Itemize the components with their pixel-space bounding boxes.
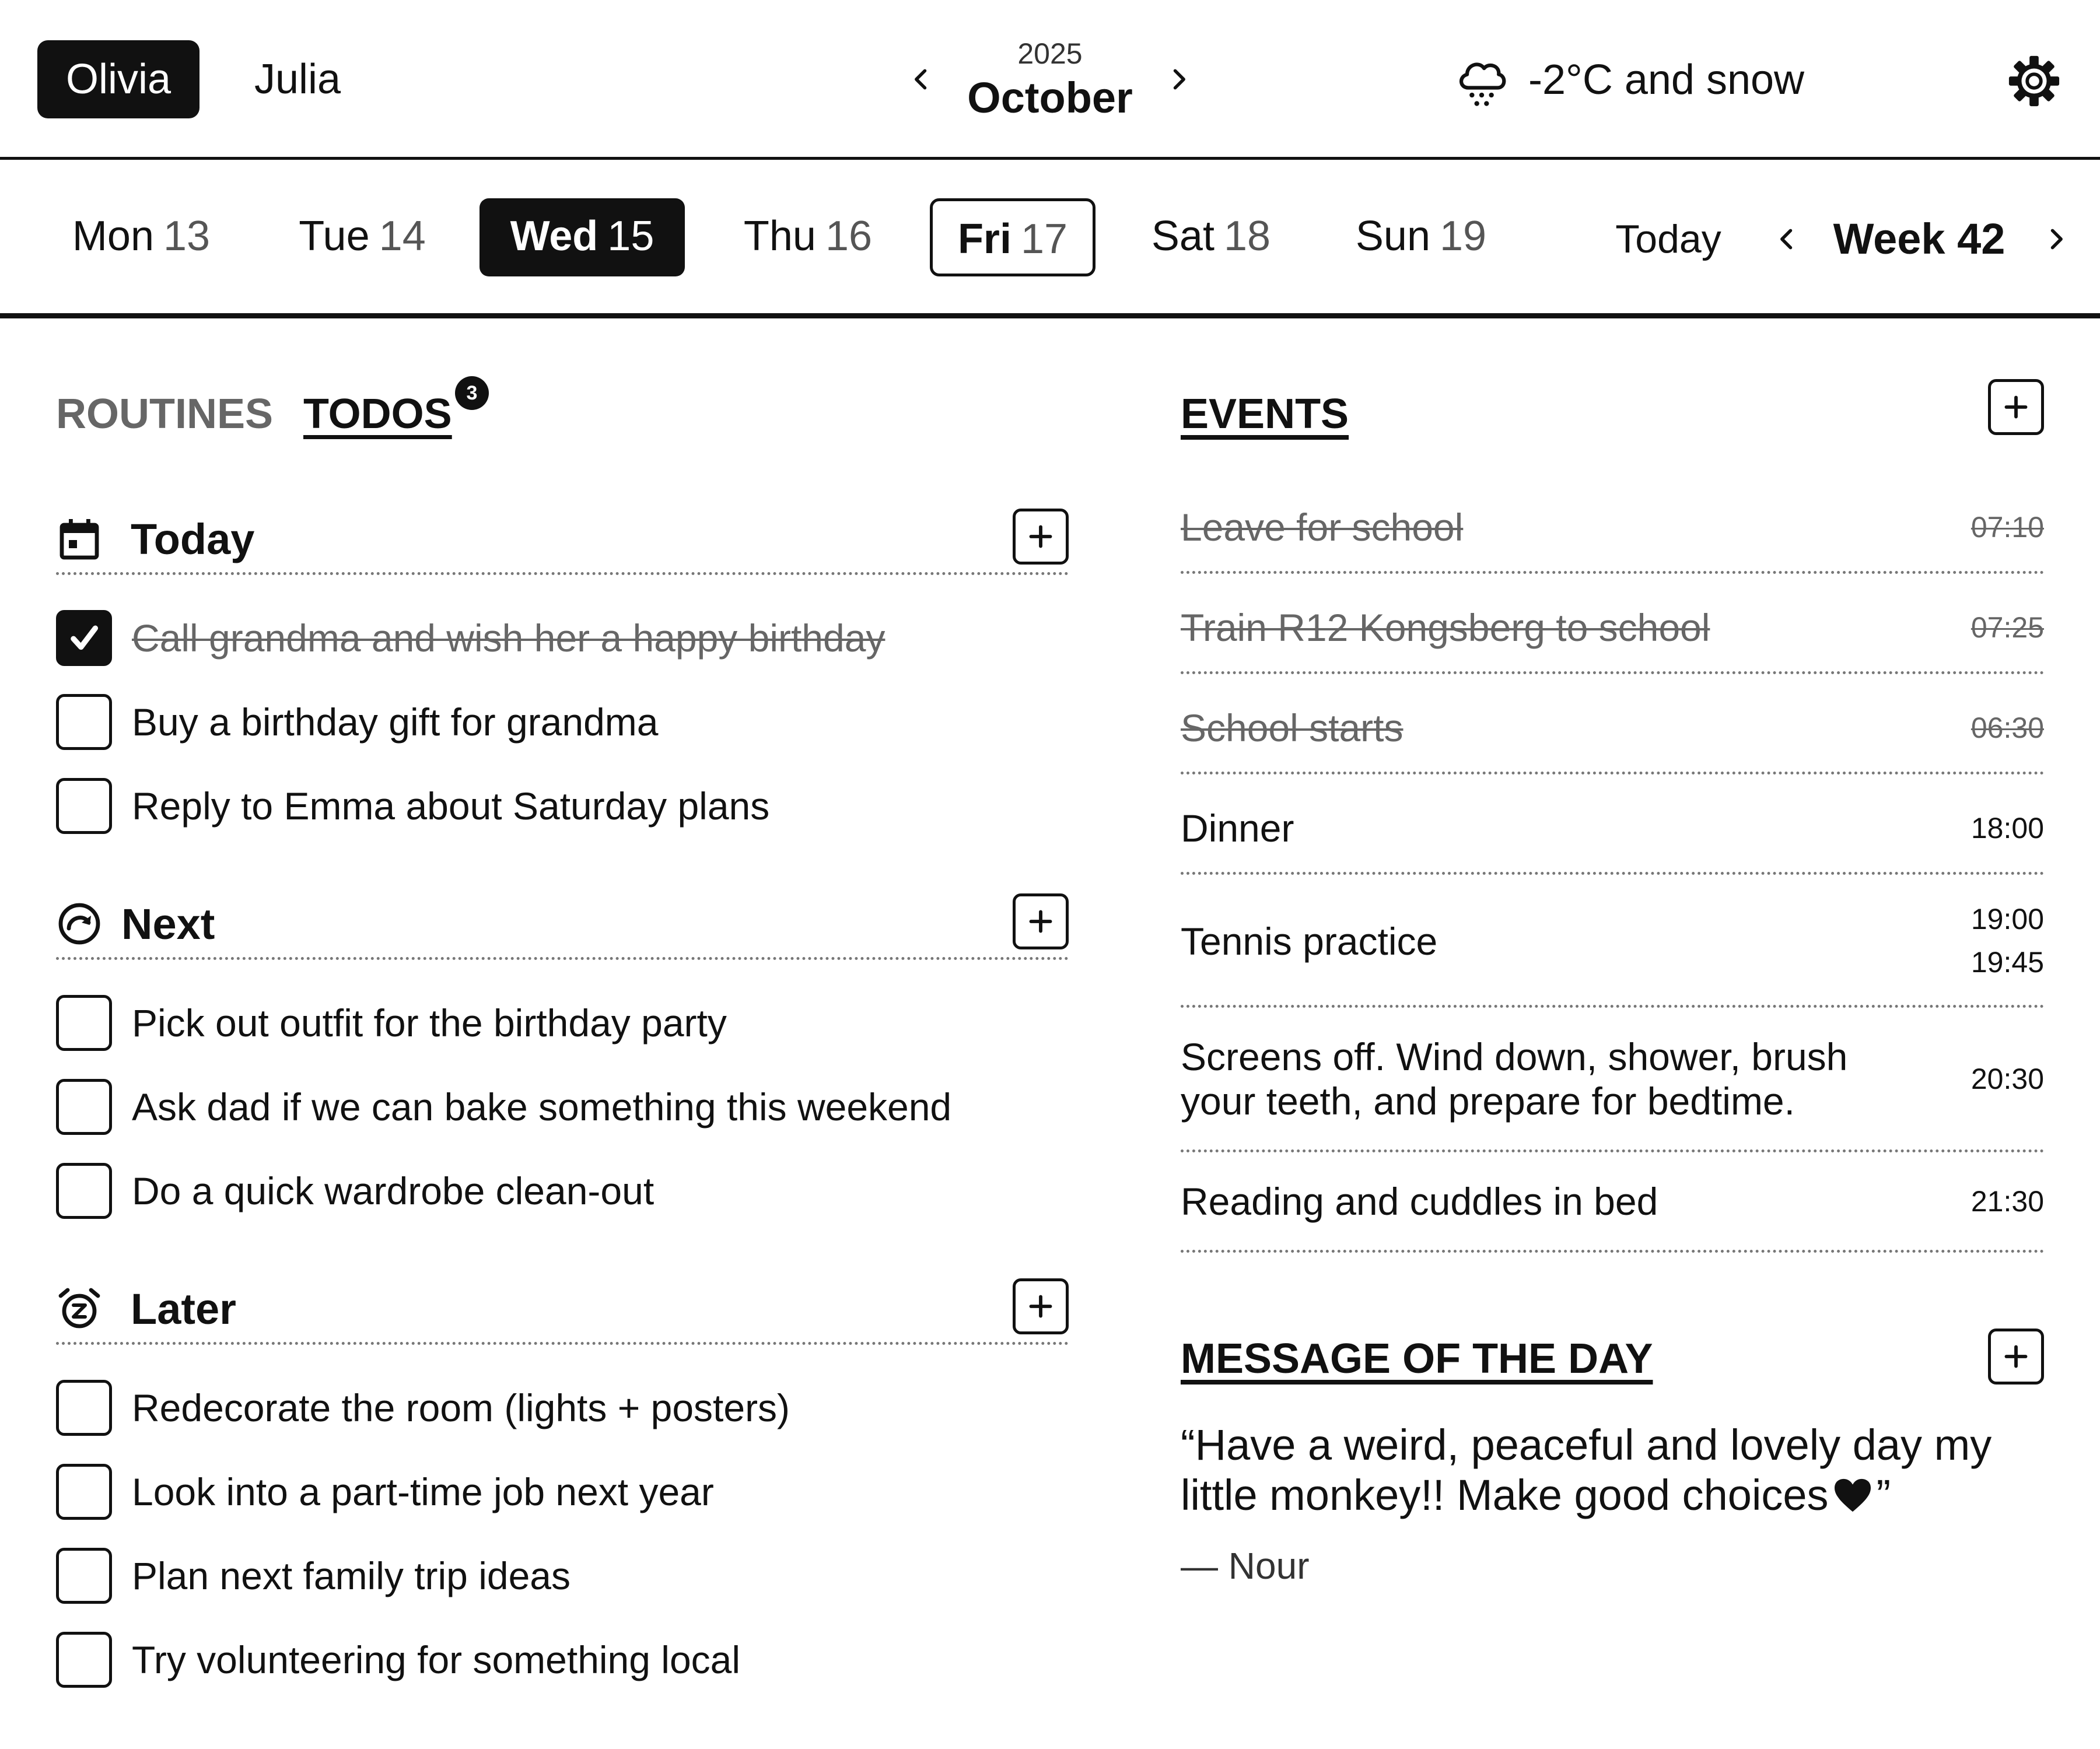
todo-label: Pick out outfit for the birthday party: [132, 1001, 727, 1045]
event-name: Train R12 Kongsberg to school: [1181, 606, 1710, 649]
day-name: Wed: [510, 213, 598, 260]
day-number: 16: [825, 213, 873, 260]
tab-todos[interactable]: TODOS: [303, 391, 452, 437]
todo-label: Reply to Emma about Saturday plans: [132, 784, 770, 828]
event-time: 18:00: [1971, 812, 2044, 844]
todo-label: Redecorate the room (lights + posters): [132, 1386, 790, 1429]
day-number: 19: [1440, 213, 1487, 260]
plus-icon: [2003, 1344, 2029, 1369]
snow-cloud-icon: [1452, 51, 1511, 110]
todo-checkbox[interactable]: [56, 778, 112, 834]
events-title: EVENTS: [1181, 391, 1349, 437]
section-title: Today: [131, 515, 255, 563]
year-label: 2025: [1017, 37, 1083, 70]
day-number: 15: [607, 213, 654, 260]
top-header: [0, 0, 2100, 160]
section-today-header: [56, 503, 1069, 575]
todo-item[interactable]: [56, 1548, 1069, 1606]
day-wed-selected[interactable]: [480, 198, 685, 276]
todo-checkbox[interactable]: [56, 1632, 112, 1688]
weather-text: -2°C and snow: [1528, 57, 1805, 103]
event-time: 06:30: [1971, 711, 2044, 744]
month-label: October: [967, 73, 1133, 122]
todo-item[interactable]: [56, 1163, 1069, 1221]
todo-label: Do a quick wardrobe clean-out: [132, 1169, 654, 1212]
day-thu[interactable]: [729, 198, 887, 276]
day-number: 17: [1020, 216, 1068, 262]
event-name: Dinner: [1181, 807, 1294, 850]
todo-checkbox[interactable]: [56, 694, 112, 750]
add-later-todo-button[interactable]: [1013, 1278, 1069, 1334]
section-title: Later: [131, 1285, 236, 1333]
todo-item[interactable]: [56, 1380, 1069, 1438]
event-row[interactable]: [1181, 1008, 2044, 1152]
todo-item[interactable]: [56, 694, 1069, 752]
section-next-header: [56, 888, 1069, 960]
gear-icon[interactable]: [2007, 54, 2062, 108]
day-name: Thu: [743, 213, 816, 260]
todo-item[interactable]: [56, 1464, 1069, 1522]
redo-circle-icon: [56, 900, 103, 947]
todo-label: Plan next family trip ideas: [132, 1554, 571, 1597]
day-fri-today[interactable]: [930, 198, 1096, 276]
message-of-the-day-title: MESSAGE OF THE DAY: [1181, 1336, 1653, 1382]
day-sat[interactable]: [1135, 198, 1287, 276]
event-time: 21:30: [1971, 1185, 2044, 1218]
event-start-time: 19:00: [1971, 903, 2044, 935]
event-row[interactable]: [1181, 574, 2044, 674]
month-year-label: [957, 36, 1143, 125]
todo-checkbox[interactable]: [56, 1548, 112, 1604]
event-name: School starts: [1181, 706, 1404, 749]
day-number: 13: [163, 213, 211, 260]
day-name: Fri: [957, 216, 1012, 262]
day-name: Sun: [1355, 213, 1430, 260]
event-row[interactable]: [1181, 1152, 2044, 1253]
todo-checkbox[interactable]: [56, 1079, 112, 1135]
event-row[interactable]: [1181, 500, 2044, 574]
event-row[interactable]: [1181, 774, 2044, 875]
add-next-todo-button[interactable]: [1013, 893, 1069, 949]
event-row[interactable]: [1181, 875, 2044, 1008]
day-number: 14: [379, 213, 426, 260]
todo-item[interactable]: [56, 995, 1069, 1053]
todo-checkbox[interactable]: [56, 995, 112, 1051]
calendar-icon: [56, 516, 103, 562]
chevron-left-icon: [1774, 226, 1800, 252]
todo-label: Call grandma and wish her a happy birthday: [132, 616, 886, 660]
todo-checkbox[interactable]: [56, 1464, 112, 1520]
todo-label: Ask dad if we can bake something this weekend: [132, 1085, 952, 1128]
plus-icon: [1028, 1294, 1054, 1319]
todo-checkbox[interactable]: [56, 1380, 112, 1436]
day-sun[interactable]: [1339, 198, 1503, 276]
section-title: Next: [121, 900, 215, 948]
today-button[interactable]: Today: [1615, 217, 1721, 261]
todo-item[interactable]: [56, 1079, 1069, 1137]
day-name: Sat: [1151, 213, 1214, 260]
tab-routines[interactable]: ROUTINES: [56, 391, 274, 437]
todo-item[interactable]: [56, 610, 1069, 668]
day-tue[interactable]: [284, 198, 441, 276]
event-time: 07:10: [1971, 511, 2044, 544]
event-name: Screens off. Wind down, shower, brush your teeth, and prepare for bedtime.: [1181, 1035, 1848, 1123]
todo-item[interactable]: [56, 1632, 1069, 1690]
prev-month-button[interactable]: [898, 56, 945, 103]
prev-week-button[interactable]: [1764, 216, 1811, 262]
plus-icon: [2003, 394, 2029, 420]
todo-checkbox-checked[interactable]: [56, 610, 112, 666]
add-message-button[interactable]: [1988, 1329, 2044, 1385]
quote-text: “Have a weird, peaceful and lovely day my little monkey!! Make good choices: [1181, 1421, 1992, 1519]
black-heart-icon: [1832, 1477, 1873, 1513]
day-name: Mon: [72, 213, 154, 260]
add-event-button[interactable]: [1988, 379, 2044, 435]
alarm-snooze-icon: [56, 1285, 103, 1332]
chevron-right-icon: [2043, 226, 2068, 252]
section-later-header: [56, 1273, 1069, 1345]
todo-label: Buy a birthday gift for grandma: [132, 700, 659, 744]
chevron-right-icon: [1166, 66, 1191, 92]
todo-checkbox[interactable]: [56, 1163, 112, 1219]
todos-count-badge: 3: [455, 376, 489, 410]
event-end-time: 19:45: [1971, 946, 2044, 979]
week-number-label: Week 42: [1833, 215, 2006, 263]
person-tab-julia[interactable]: Julia: [254, 56, 341, 103]
chevron-left-icon: [909, 66, 935, 92]
add-today-todo-button[interactable]: [1013, 509, 1069, 565]
day-number: 18: [1223, 213, 1271, 260]
message-quote: [1181, 1420, 2050, 1520]
plus-icon: [1028, 524, 1054, 549]
message-author: — Nour: [1181, 1545, 1310, 1587]
event-name: Leave for school: [1181, 506, 1464, 549]
day-mon[interactable]: [54, 198, 229, 276]
plus-icon: [1028, 909, 1054, 934]
todo-label: Look into a part-time job next year: [132, 1470, 714, 1513]
event-name: Reading and cuddles in bed: [1181, 1180, 1658, 1223]
todo-item[interactable]: [56, 778, 1069, 836]
day-name: Tue: [299, 213, 370, 260]
quote-close: ”: [1876, 1471, 1891, 1519]
event-row[interactable]: [1181, 674, 2044, 774]
todo-label: Try volunteering for something local: [132, 1638, 741, 1681]
next-week-button[interactable]: [2032, 216, 2079, 262]
checkmark-icon: [66, 620, 102, 656]
event-name: Tennis practice: [1181, 920, 1438, 963]
event-time: 07:25: [1971, 611, 2044, 644]
person-tab-olivia[interactable]: Olivia: [37, 40, 200, 118]
event-time: 20:30: [1971, 1063, 2044, 1095]
next-month-button[interactable]: [1155, 56, 1202, 103]
